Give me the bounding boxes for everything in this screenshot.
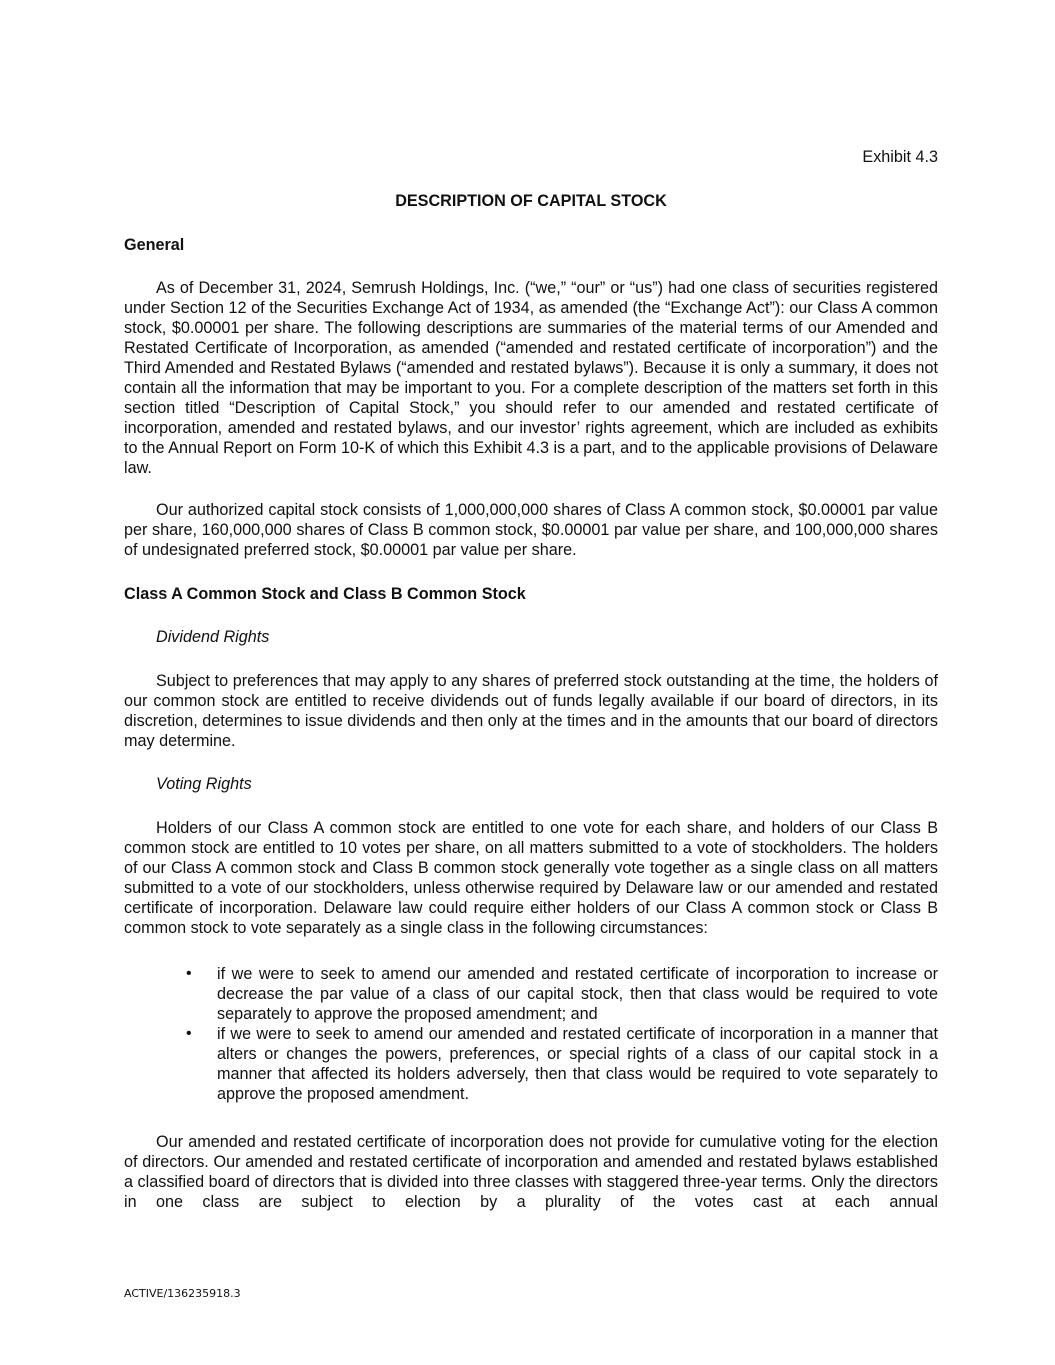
general-heading: General [124,236,185,254]
voting-circumstances-list [186,964,938,1104]
voting-rights-paragraph: Holders of our Class A common stock are entitled to one vote for each share, and holders of our Class B common stock are entitled to 10 votes per share, on all matters submitted to a vote of stockholders. The holders of our Class A common stock and Class B common stock generally vote together as a single class on all matters submitted to a vote of our stockholders, unless otherwise required by Delaware law or our amended and restated certificate of incorporation. Delaware law could require either holders of our Class A common stock or Class B common stock to vote separately as a single class in the following circumstances: [124,819,938,937]
document-footer-id: ACTIVE/136235918.3 [124,1287,241,1300]
general-paragraph-2: Our authorized capital stock consists of 1,000,000,000 shares of Class A common stock, $0.00001 par value per share, 160,000,000 shares of Class B common stock, $0.00001 par value per share, and 100,000,000 shares of undesignated preferred stock, $0.00001 par value per share. [124,501,938,559]
voting-rights-subheading: Voting Rights [156,775,252,793]
dividend-rights-subheading: Dividend Rights [156,628,270,646]
list-item-text: if we were to seek to amend our amended and restated certificate of incorporation to increase or decrease the par value of a class of our capital stock, then that class would be required to vote separately to approve the proposed amendment; and [217,965,938,1023]
exhibit-label: Exhibit 4.3 [862,148,938,166]
list-item [186,964,938,1024]
bullet-icon: • [186,965,192,982]
cumulative-voting-paragraph: Our amended and restated certificate of incorporation does not provide for cumulative voting for the election of directors. Our amended and restated certificate of incorporation and amended and restated bylaws established a classified board of directors that is divided into three classes with staggered three-year terms. Only the directors in one class are subject to election by a plurality of the votes cast at each annual [124,1133,938,1211]
common-stock-heading: Class A Common Stock and Class B Common Stock [124,585,526,603]
general-paragraph-1: As of December 31, 2024, Semrush Holdings, Inc. (“we,” “our” or “us”) had one class of securities registered under Section 12 of the Securities Exchange Act of 1934, as amended (the “Exchange Act”): our Class A common stock, $0.00001 per share. The following descriptions are summaries of the material terms of our Amended and Restated Certificate of Incorporation, as amended (“amended and restated certificate of incorporation”) and the Third Amended and Restated Bylaws (“amended and restated bylaws”). Because it is only a summary, it does not contain all the information that may be important to you. For a complete description of the matters set forth in this section titled “Description of Capital Stock,” you should refer to our amended and restated certificate of incorporation, amended and restated bylaws, and our investor’ rights agreement, which are included as exhibits to the Annual Report on Form 10-K of which this Exhibit 4.3 is a part, and to the applicable provisions of Delaware law. [124,279,938,477]
list-item-text: if we were to seek to amend our amended and restated certificate of incorporation in a manner that alters or changes the powers, preferences, or special rights of a class of our capital stock in a manner that affected its holders adversely, then that class would be required to vote separately to approve the proposed amendment. [217,1025,938,1103]
bullet-icon: • [186,1025,192,1042]
list-item [186,1024,938,1104]
document-title: DESCRIPTION OF CAPITAL STOCK [395,192,667,210]
dividend-rights-paragraph: Subject to preferences that may apply to any shares of preferred stock outstanding at the time, the holders of our common stock are entitled to receive dividends out of funds legally available if our board of directors, in its discretion, determines to issue dividends and then only at the times and in the amounts that our board of directors may determine. [124,672,938,750]
